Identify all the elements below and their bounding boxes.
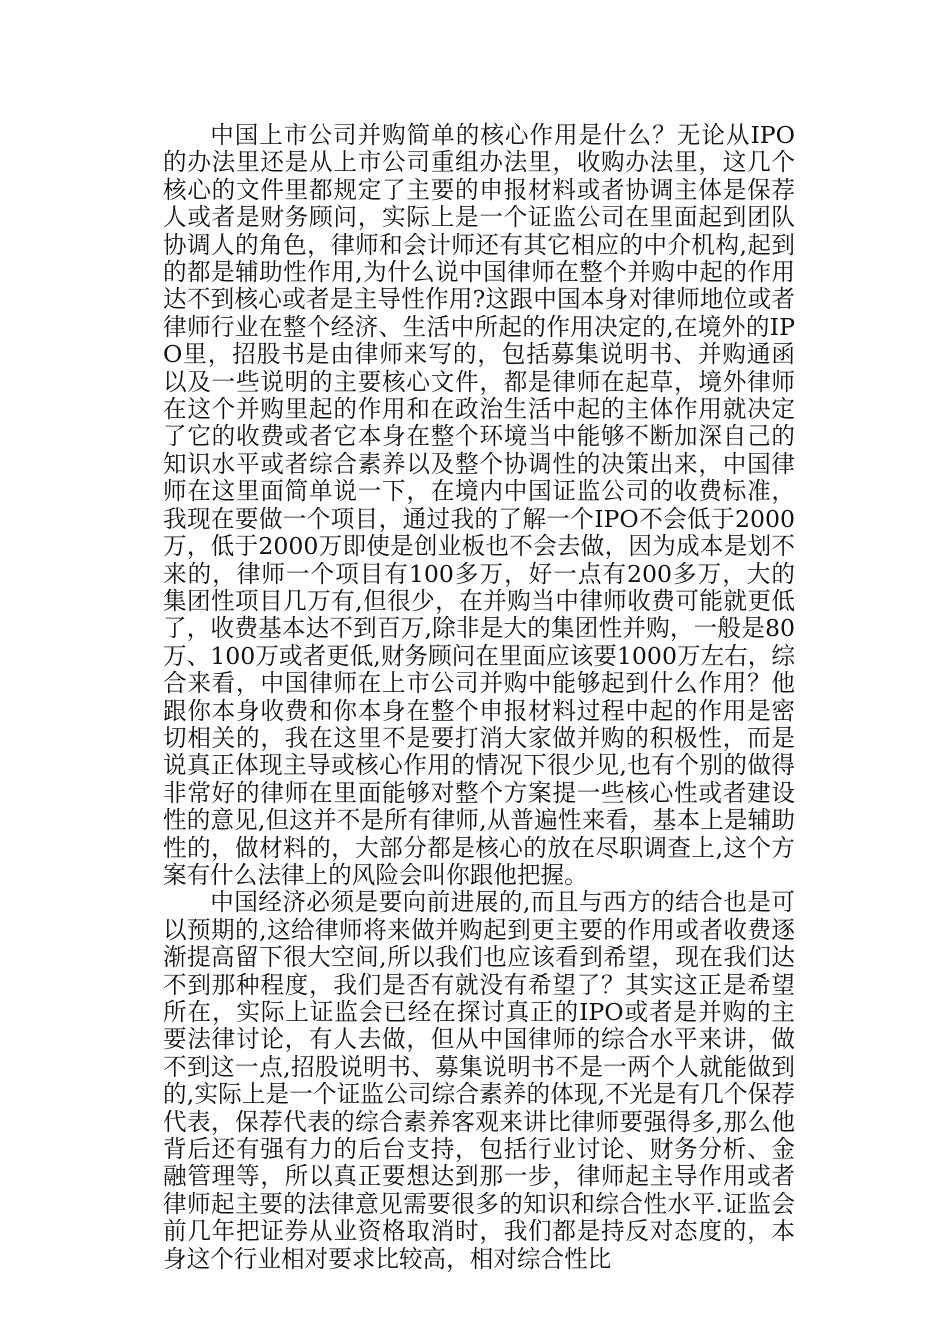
document-body	[163, 122, 795, 1273]
paragraph-future-outlook: 中国经济必须是要向前进展的,而且与西方的结合也是可以预期的,这给律师将来做并购起到更主要的作用或者收费逐渐提高留下很大空间,所以我们也应该看到希望，现在我们达不到那种程度，我们是否有就没有希望了？其实这正是希望所在，实际上证监会已经在探讨真正的IPO或者是并购的主要法律讨论，有人去做，但从中国律师的综合水平来讲，做不到这一点,招股说明书、募集说明书不是一两个人就能做到的,实际上是一个证监公司综合素养的体现,不光是有几个保荐代表，保荐代表的综合素养客观来讲比律师要强得多,那么他背后还有强有力的后台支持，包括行业讨论、财务分析、金融管理等，所以真正要想达到那一步，律师起主导作用或者律师起主要的法律意见需要很多的知识和综合性水平.证监会前几年把证券从业资格取消时，我们都是持反对态度的，本身这个行业相对要求比较高，相对综合性比	[163, 888, 795, 1273]
paragraph-lawyer-role-in-mergers: 中国上市公司并购简单的核心作用是什么？无论从IPO的办法里还是从上市公司重组办法里，收购办法里，这几个核心的文件里都规定了主要的申报材料或者协调主体是保荐人或者是财务顾问，实际上是一个证监公司在里面起到团队协调人的角色，律师和会计师还有其它相应的中介机构,起到的都是辅助性作用,为什么说中国律师在整个并购中起的作用达不到核心或者是主导性作用?这跟中国本身对律师地位或者律师行业在整个经济、生活中所起的作用决定的,在境外的IPO里，招股书是由律师来写的，包括募集说明书、并购通函以及一些说明的主要核心文件，都是律师在起草，境外律师在这个并购里起的作用和在政治生活中起的主体作用就决定了它的收费或者它本身在整个环境当中能够不断加深自己的知识水平或者综合素养以及整个协调性的决策出来，中国律师在这里面简单说一下，在境内中国证监公司的收费标准，我现在要做一个项目，通过我的了解一个IPO不会低于2000万，低于2000万即使是创业板也不会去做，因为成本是划不来的，律师一个项目有100多万，好一点有200多万，大的集团性项目几万有,但很少，在并购当中律师收费可能就更低了，收费基本达不到百万,除非是大的集团性并购，一般是80万、100万或者更低,财务顾问在里面应该要1000万左右，综合来看，中国律师在上市公司并购中能够起到什么作用？他跟你本身收费和你本身在整个申报材料过程中起的作用是密切相关的，我在这里不是要打消大家做并购的积极性，而是说真正体现主导或核心作用的情况下很少见,也有个别的做得非常好的律师在里面能够对整个方案提一些核心性或者建设性的意见,但这并不是所有律师,从普遍性来看，基本上是辅助性的，做材料的，大部分都是核心的放在尽职调查上,这个方案有什么法律上的风险会叫你跟他把握。	[163, 121, 795, 889]
